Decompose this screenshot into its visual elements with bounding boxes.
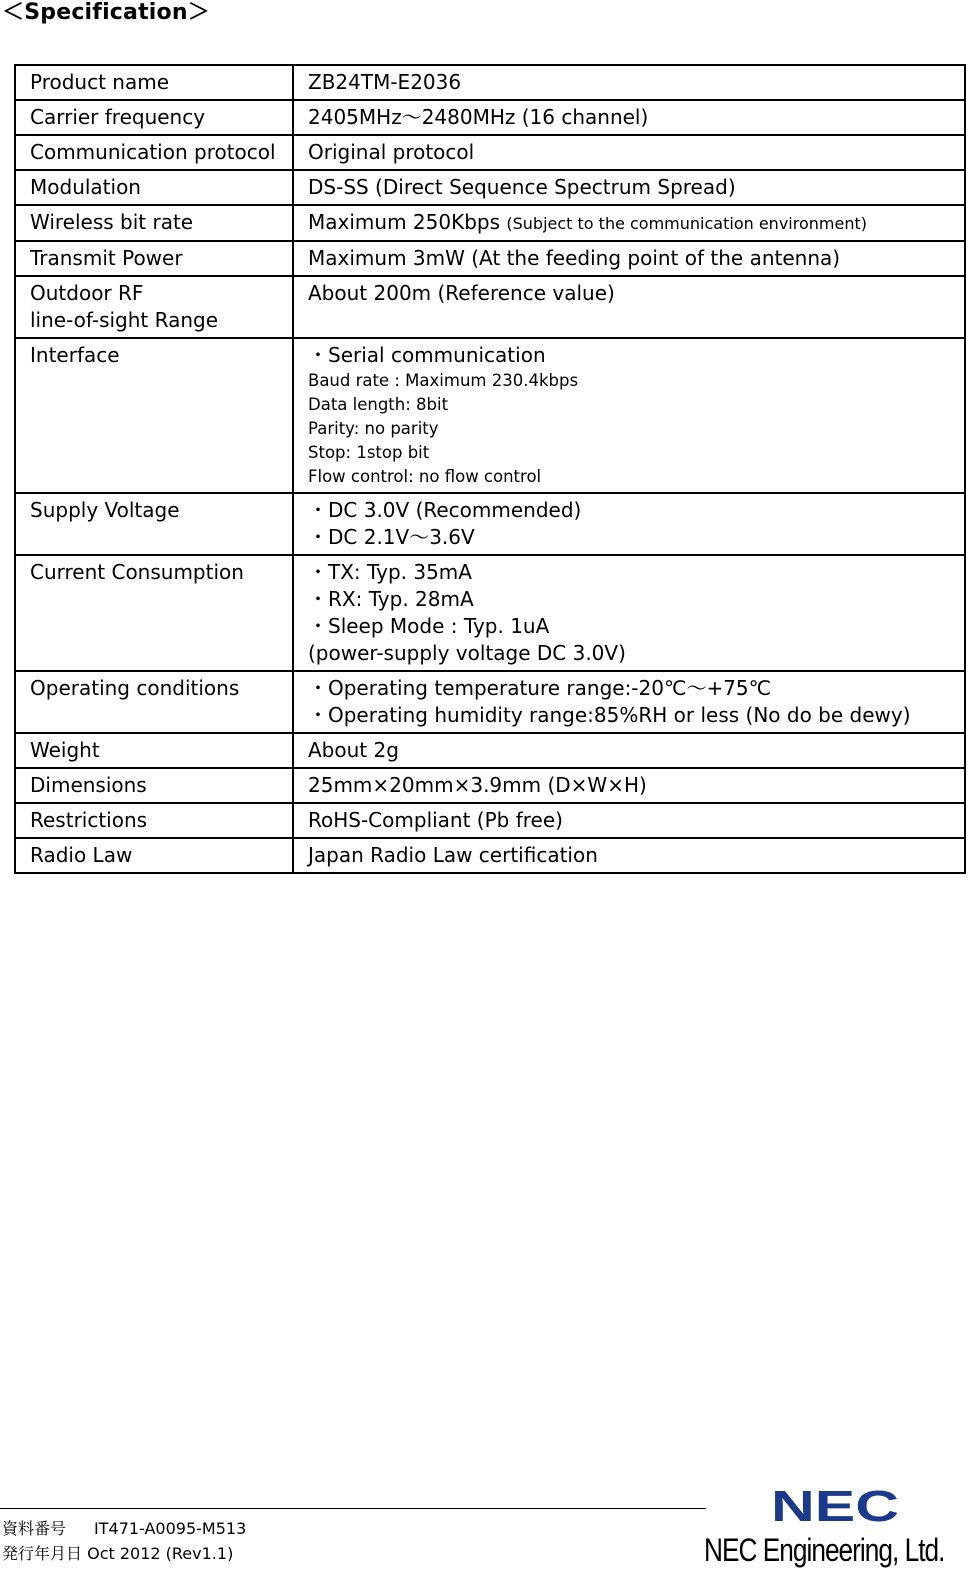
spec-label (15, 241, 293, 276)
issue-date-row (2, 1541, 246, 1566)
spec-value-text: ・Serial communication (308, 343, 546, 367)
spec-label (15, 493, 293, 555)
spec-row (15, 170, 965, 205)
spec-row (15, 276, 965, 338)
spec-label-line: Supply Voltage (30, 498, 180, 522)
spec-value-line (308, 675, 958, 702)
spec-label (15, 803, 293, 838)
spec-label-line: Radio Law (30, 843, 133, 867)
specification-table (14, 64, 966, 874)
spec-value (293, 100, 965, 135)
spec-value-line (308, 139, 958, 166)
spec-label (15, 338, 293, 493)
spec-value-line (308, 209, 958, 237)
spec-label (15, 555, 293, 671)
doc-number: IT471-A0095-M513 (94, 1519, 247, 1538)
spec-row (15, 555, 965, 671)
spec-value (293, 241, 965, 276)
spec-value-line (308, 640, 958, 667)
spec-row (15, 768, 965, 803)
spec-value-line (308, 702, 958, 729)
spec-value-line (308, 497, 958, 524)
spec-detail-line: Baud rate : Maximum 230.4kbps (308, 371, 579, 390)
spec-value-line (308, 342, 958, 369)
spec-label (15, 276, 293, 338)
spec-label-line: line-of-sight Range (30, 308, 219, 332)
spec-value-text: Original protocol (308, 140, 475, 164)
spec-label-line: Modulation (30, 175, 141, 199)
spec-value-line (308, 559, 958, 586)
spec-label-line: Restrictions (30, 808, 148, 832)
spec-row (15, 338, 965, 493)
spec-value-text: RoHS-Compliant (Pb free) (308, 808, 563, 832)
spec-value-text: About 2g (308, 738, 399, 762)
spec-detail-line: Stop: 1stop bit (308, 443, 430, 462)
spec-value-text: ZB24TM-E2036 (308, 70, 462, 94)
spec-label-line: Transmit Power (30, 246, 183, 270)
spec-label (15, 65, 293, 100)
spec-value (293, 733, 965, 768)
spec-row (15, 65, 965, 100)
spec-value-text: Japan Radio Law certification (308, 843, 598, 867)
spec-label (15, 733, 293, 768)
footer-info (2, 1516, 246, 1566)
spec-value-line (308, 807, 958, 834)
spec-value-note: (Subject to the communication environment) (506, 214, 867, 233)
spec-value-line (308, 842, 958, 869)
spec-value (293, 671, 965, 733)
spec-detail-line: Parity: no parity (308, 419, 439, 438)
spec-label (15, 838, 293, 873)
spec-value-line (308, 104, 958, 131)
spec-value-line (308, 772, 958, 799)
spec-label-line: Outdoor RF (30, 281, 144, 305)
spec-label-line: Interface (30, 343, 120, 367)
spec-label (15, 768, 293, 803)
spec-row (15, 803, 965, 838)
spec-value (293, 555, 965, 671)
spec-value-text: ・Operating humidity range:85%RH or less (No do be dewy) (308, 703, 911, 727)
issue-date-label: 発行年月日 (2, 1544, 83, 1563)
spec-value (293, 205, 965, 241)
spec-label (15, 170, 293, 205)
spec-label-line: Wireless bit rate (30, 210, 194, 234)
spec-value-line (308, 174, 958, 201)
footer-divider (0, 1508, 706, 1509)
doc-number-label: 資料番号 (2, 1519, 67, 1538)
spec-value-line (308, 737, 958, 764)
spec-value-text: 25mm×20mm×3.9mm (D×W×H) (308, 773, 647, 797)
spec-label-line: Product name (30, 70, 170, 94)
spec-value-line (308, 613, 958, 640)
spec-row (15, 205, 965, 241)
spec-label (15, 100, 293, 135)
spec-detail-line: Flow control: no flow control (308, 467, 542, 486)
spec-value-text: Maximum 250Kbps (308, 210, 501, 234)
nec-logo-text: NEC (771, 1486, 899, 1526)
spec-value-text: About 200m (Reference value) (308, 281, 615, 305)
spec-label-line: Dimensions (30, 773, 147, 797)
spec-value-text: ・Sleep Mode : Typ. 1uA (308, 614, 550, 638)
spec-value-line (308, 69, 958, 96)
spec-row (15, 135, 965, 170)
spec-label-line: Communication protocol (30, 140, 276, 164)
spec-label (15, 671, 293, 733)
spec-row (15, 733, 965, 768)
spec-value (293, 170, 965, 205)
spec-label (15, 205, 293, 241)
issue-date: Oct 2012 (Rev1.1) (87, 1544, 234, 1563)
spec-value (293, 338, 965, 493)
spec-value (293, 276, 965, 338)
spec-value-line (308, 586, 958, 613)
spec-row (15, 100, 965, 135)
spec-value-line (308, 524, 958, 551)
spec-value-text: (power-supply voltage DC 3.0V) (308, 641, 626, 665)
nec-logo-mark (770, 1486, 900, 1526)
spec-value (293, 768, 965, 803)
page-heading: ＜Specification＞ (2, 0, 210, 25)
spec-value-text: ・DC 3.0V (Recommended) (308, 498, 582, 522)
spec-value (293, 493, 965, 555)
spec-value (293, 838, 965, 873)
spec-row (15, 671, 965, 733)
spec-value-text: ・TX: Typ. 35mA (308, 560, 472, 584)
spec-label-line: Carrier frequency (30, 105, 206, 129)
doc-number-row (2, 1516, 246, 1541)
spec-label (15, 135, 293, 170)
spec-value-line (308, 245, 958, 272)
spec-value-line (308, 280, 958, 307)
spec-value-text: 2405MHz～2480MHz (16 channel) (308, 105, 649, 129)
spec-row (15, 493, 965, 555)
spec-value-text: ・RX: Typ. 28mA (308, 587, 474, 611)
spec-row (15, 241, 965, 276)
spec-detail-line: Data length: 8bit (308, 395, 449, 414)
spec-value-text: ・DC 2.1V～3.6V (308, 525, 475, 549)
spec-value-text: DS-SS (Direct Sequence Spectrum Spread) (308, 175, 736, 199)
spec-value-text: ・Operating temperature range:-20℃～+75℃ (308, 676, 772, 700)
spec-value (293, 65, 965, 100)
spec-label-line: Operating conditions (30, 676, 240, 700)
spec-row (15, 838, 965, 873)
spec-label-line: Current Consumption (30, 560, 244, 584)
spec-value (293, 135, 965, 170)
spec-value (293, 803, 965, 838)
spec-label-line: Weight (30, 738, 100, 762)
company-name: NEC Engineering, Ltd. (704, 1532, 945, 1568)
spec-value-text: Maximum 3mW (At the feeding point of the antenna) (308, 246, 841, 270)
